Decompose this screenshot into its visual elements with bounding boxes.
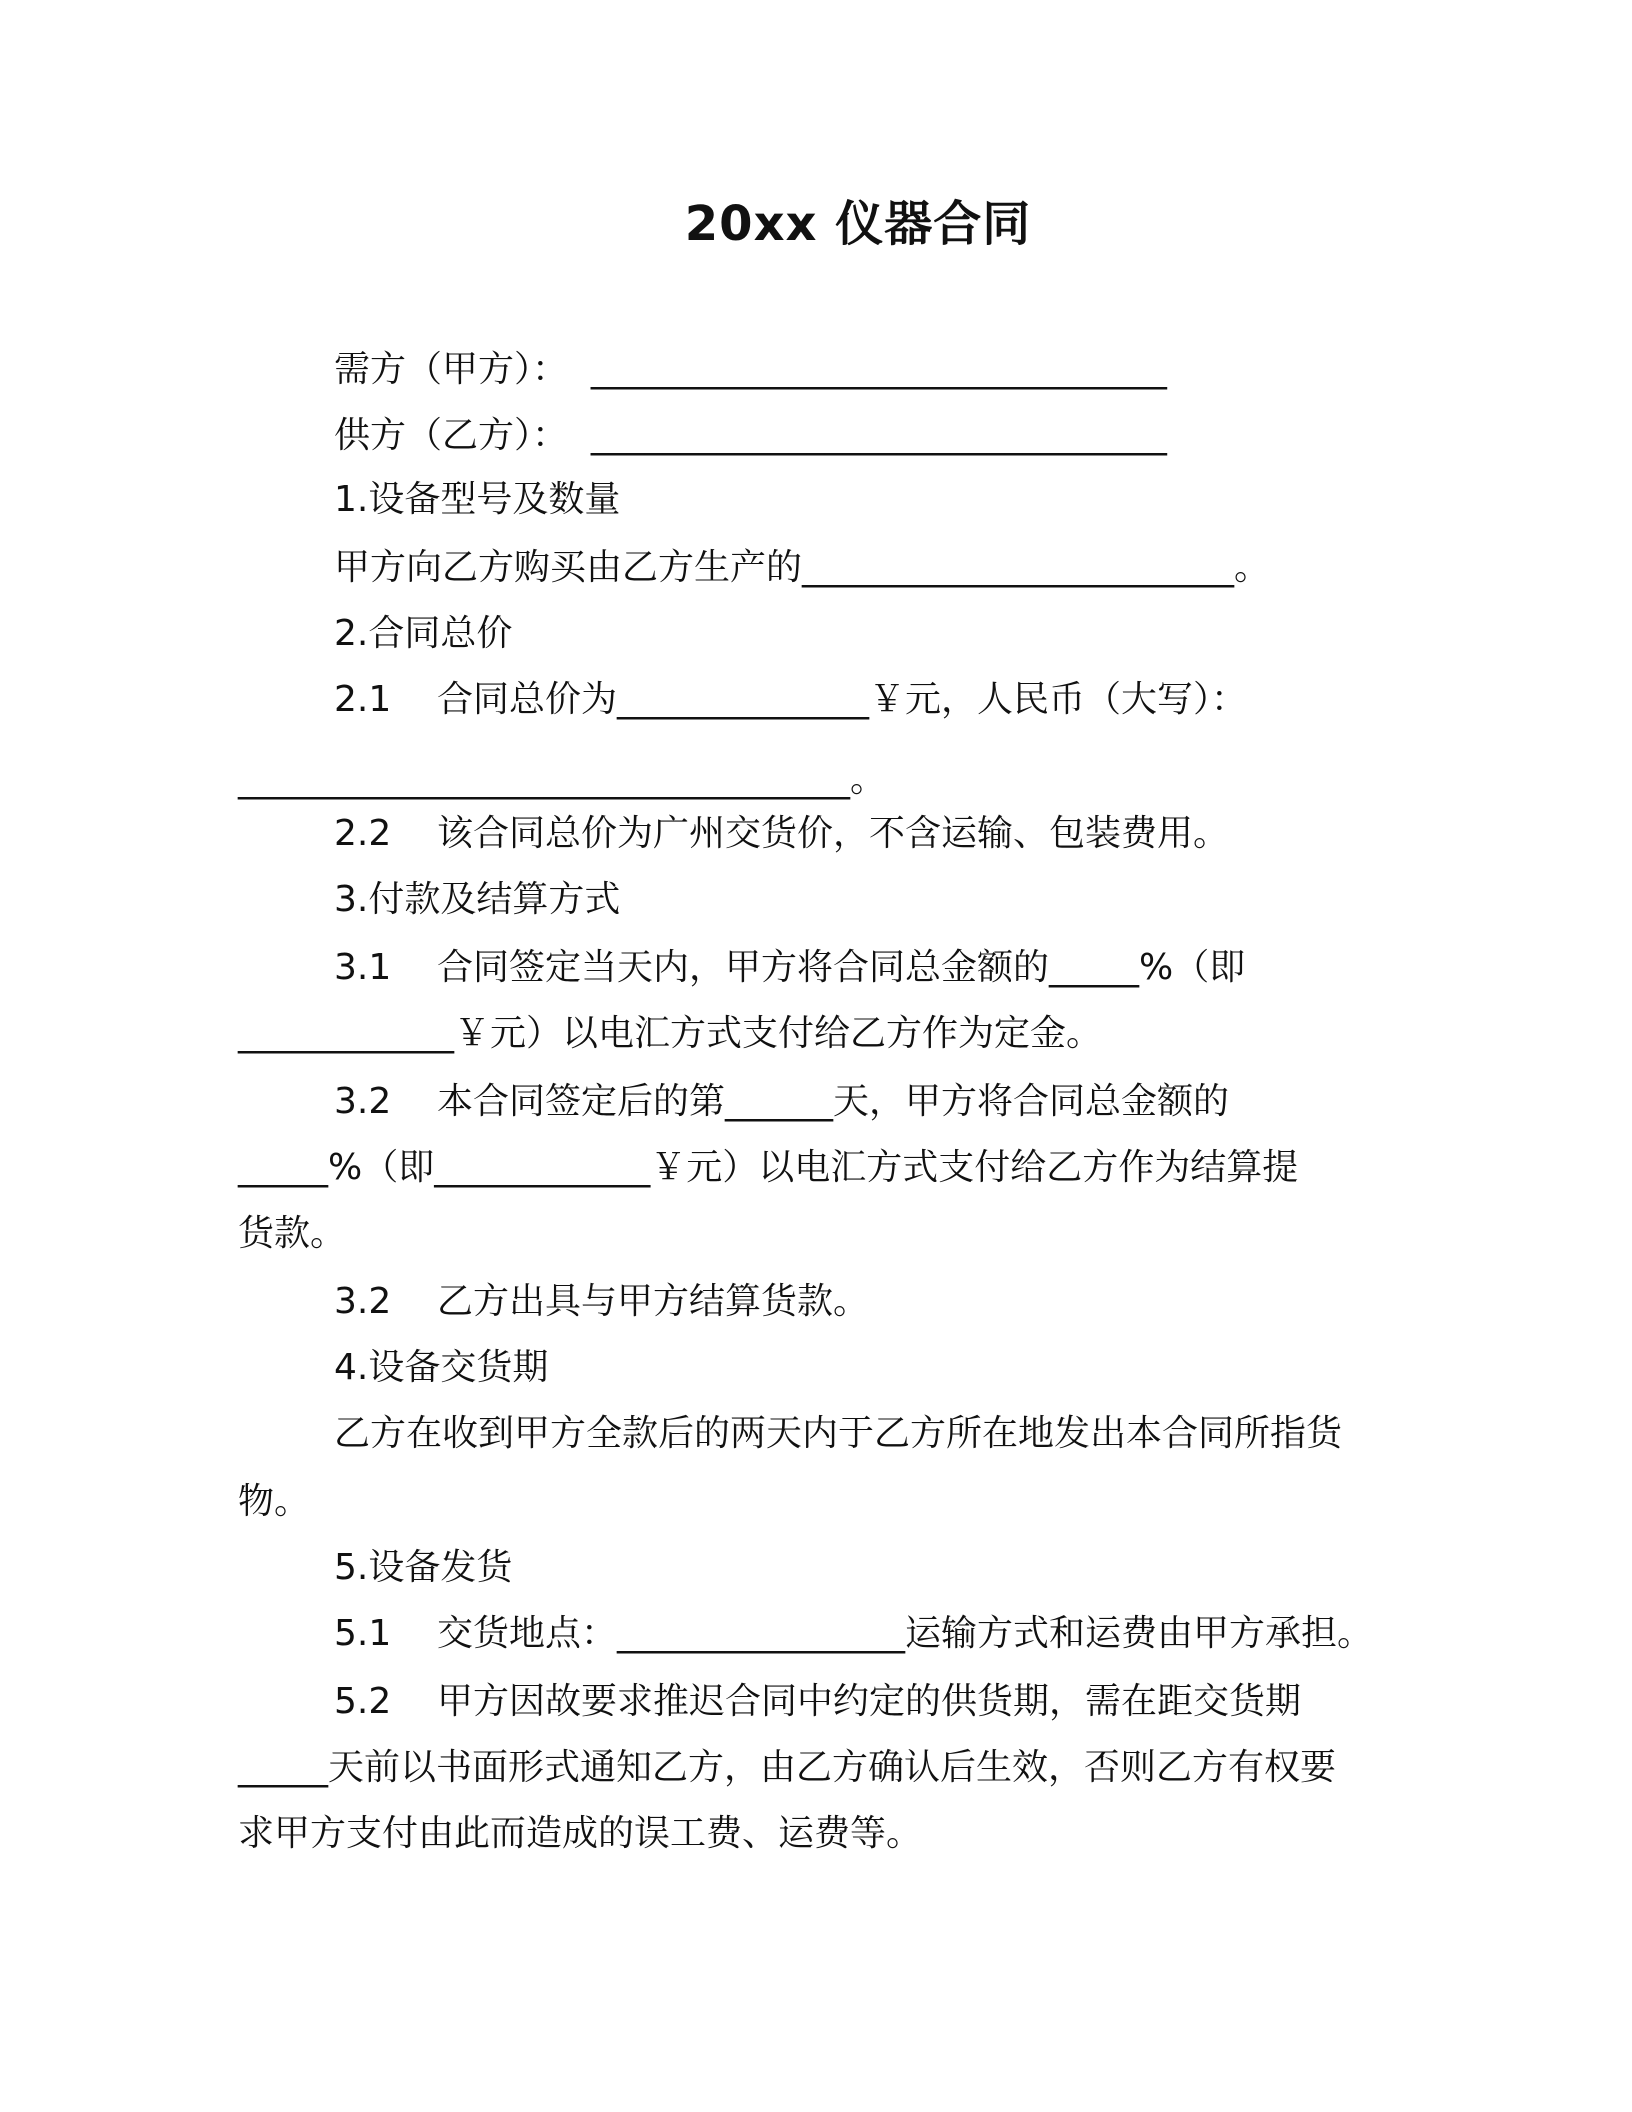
clause-5-1: 5.1 交货地点：________________运输方式和运费由甲方承担。 [334, 1613, 1374, 1654]
clause-2-2: 2.2 该合同总价为广州交货价，不含运输、包装费用。 [334, 813, 1230, 854]
clause-3-2-end: 货款。 [238, 1213, 347, 1254]
supplier-line: 供方（乙方）： ________________________________ [334, 415, 1167, 456]
clause-5-2: 5.2 甲方因故要求推迟合同中约定的供货期，需在距交货期 [334, 1681, 1302, 1722]
paragraph-1: 甲方向乙方购买由乙方生产的________________________。 [334, 547, 1271, 588]
clause-3-2-cont: _____%（即____________￥元）以电汇方式支付给乙方作为结算提 [238, 1147, 1299, 1188]
section-heading-3: 3.付款及结算方式 [334, 879, 621, 920]
paragraph-4-end: 物。 [238, 1481, 311, 1522]
section-heading-1: 1.设备型号及数量 [334, 479, 621, 520]
document-title: 20xx 仪器合同 [684, 196, 1032, 252]
clause-2-1-cont: __________________________________。 [238, 759, 886, 800]
clause-3-2b: 3.2 乙方出具与甲方结算货款。 [334, 1281, 870, 1322]
paragraph-4: 乙方在收到甲方全款后的两天内于乙方所在地发出本合同所指货 [334, 1413, 1343, 1454]
clause-2-1: 2.1 合同总价为______________￥元，人民币（大写）： [334, 679, 1248, 720]
clause-3-2: 3.2 本合同签定后的第______天，甲方将合同总金额的 [334, 1081, 1230, 1122]
clause-5-2-cont: _____天前以书面形式通知乙方，由乙方确认后生效，否则乙方有权要 [238, 1747, 1337, 1788]
section-heading-5: 5.设备发货 [334, 1547, 513, 1588]
clause-3-1-cont: ____________￥元）以电汇方式支付给乙方作为定金。 [238, 1013, 1103, 1054]
clause-5-2-end: 求甲方支付由此而造成的误工费、运费等。 [238, 1813, 923, 1854]
clause-3-1: 3.1 合同签定当天内，甲方将合同总金额的_____%（即 [334, 947, 1246, 988]
buyer-line: 需方（甲方）： ________________________________ [334, 349, 1167, 390]
section-heading-4: 4.设备交货期 [334, 1347, 549, 1388]
section-heading-2: 2.合同总价 [334, 613, 513, 654]
